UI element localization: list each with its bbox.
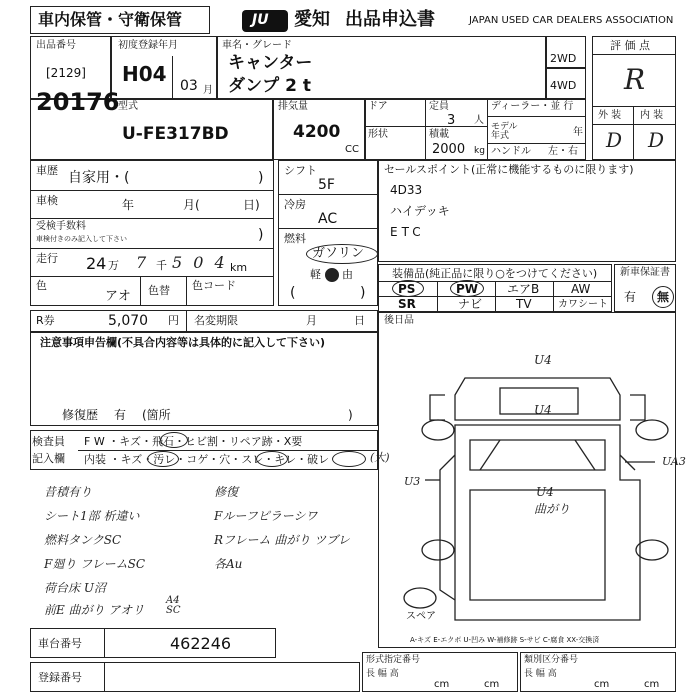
mileage-digits: 5 0 4 [172, 253, 228, 272]
score-label: 評 価 点 [610, 39, 650, 52]
equipment-navi: ナビ [458, 297, 483, 311]
inspector-interior-row: 内装 ・キズ・汚レ・コゲ・穴・スレ・キレ・破レ [84, 453, 330, 466]
inspection-month: 月( [183, 198, 200, 212]
reg-month-unit: 月 [203, 85, 213, 96]
mark-u4-roof: U4 [534, 403, 552, 417]
mark-dirt-circle [147, 451, 179, 467]
history-label: 車歴 [36, 164, 58, 177]
mark-scuff-circle [256, 451, 288, 467]
model-year-label: モデル 年式 [491, 122, 518, 141]
warranty-yes: 有 [624, 290, 637, 304]
mark-left: U3 [404, 475, 421, 488]
warranty-no: 無 [657, 290, 670, 304]
notes-label: 注意事項申告欄(不具合内容等は具体的に記入して下さい) [40, 336, 326, 349]
ju-logo-text: JU [252, 12, 269, 28]
capacity-unit: 人 [474, 115, 484, 126]
displacement-value: 4200 [293, 122, 341, 142]
spec-sub: 長 幅 高 [366, 669, 399, 679]
mileage-sen-unit: 千 [156, 259, 167, 272]
spec-cm-2: cm [484, 679, 500, 690]
lot-number: 20176 [36, 88, 120, 116]
fuel-diesel: 軽 [310, 268, 321, 281]
handwritten-note-2: シート1部 析違い [44, 509, 140, 523]
sales-points-label: セールスポイント(正常に機能するものに限ります) [384, 163, 634, 176]
tax-label: R券 [36, 314, 55, 327]
displacement-unit: CC [345, 144, 359, 155]
equipment-aw: AW [571, 282, 591, 296]
mark-u4-top: U4 [534, 353, 552, 367]
fuel-dot [325, 268, 339, 282]
inspector-label-2: 記入欄 [32, 452, 65, 465]
chassis-value: 462246 [170, 634, 232, 653]
inspection-label: 車検 [36, 194, 58, 207]
shape-label: 形状 [368, 129, 388, 140]
spec-cm-1: cm [434, 679, 450, 690]
equipment-leather: カワシート [558, 299, 608, 310]
mileage-man: 24 [86, 254, 107, 273]
class-sub: 長 幅 高 [524, 669, 557, 679]
model-label: 型式 [118, 101, 138, 112]
equipment-ps: PS [398, 282, 416, 296]
color-change-label: 色替 [148, 284, 170, 297]
receipt-label: 受検手数料 [36, 221, 86, 232]
color-label: 色 [36, 279, 47, 292]
handwritten-right-1: 修復 [214, 485, 239, 499]
repair-value: 有 [114, 408, 127, 422]
fuel-label: 燃料 [284, 232, 306, 245]
inspection-day: 日) [243, 198, 260, 212]
year-unit: 年 [573, 127, 583, 138]
sales-point-2: ハイデッキ [390, 204, 450, 218]
mileage-label: 走行 [36, 252, 58, 265]
spec-label: 形式指定番号 [366, 655, 421, 665]
capacity-label: 定員 [429, 101, 449, 112]
handwritten-note-1: 昔積有り [44, 485, 93, 499]
fuel-paren-close: ) [360, 285, 366, 301]
warranty-label: 新車保証書 [620, 267, 670, 278]
history-close: ) [258, 170, 264, 186]
mark-u4-bed: U4 [536, 485, 554, 499]
mileage-unit: km [230, 261, 248, 274]
load-value: 2000 [432, 142, 466, 157]
score-value: R [624, 63, 646, 96]
exterior-label: 外 装 [598, 110, 622, 121]
equipment-label: 装備品(純正品に限り○をつけてください) [392, 267, 598, 280]
handwritten-right-4: 各Au [214, 557, 243, 571]
dealer-label: ディーラー・並 行 [491, 101, 574, 112]
lot-sub-number: [2129] [46, 66, 86, 80]
capacity-value: 3 [447, 113, 456, 128]
damage-legend: A-キズ E-エクボ U-凹み W-補修跡 S-サビ C-腐食 XX-交換済 [410, 636, 600, 644]
mark-right: UA3 [662, 455, 686, 468]
shift-value: 5F [318, 177, 335, 193]
fuel-value: ガソリン [312, 246, 365, 261]
handle-label: ハンドル [491, 146, 531, 157]
class-cm-1: cm [594, 679, 610, 690]
expiry-month: 月 [306, 314, 317, 327]
model-value: U-FE317BD [122, 124, 229, 144]
inspector-fw-row: F W ・キズ・飛石・ヒビ割・リペア跡・X要 [84, 435, 303, 448]
mark-stone-circle [160, 432, 188, 448]
class-cm-2: cm [644, 679, 660, 690]
drive-4wd: 4WD [550, 79, 577, 92]
receipt-close: ) [258, 227, 264, 243]
drive-2wd: 2WD [550, 52, 577, 65]
equipment-pw-circle [450, 280, 484, 297]
handwritten-note-3: 燃料タンクSC [44, 533, 122, 547]
diagram-frame [378, 312, 676, 648]
chassis-label: 車台番号 [38, 637, 82, 650]
brand-name: 愛知 [294, 9, 330, 30]
ac-label: 冷房 [284, 198, 306, 211]
fuel-other: 由 [342, 268, 353, 281]
grade: ダンプ 2 t [228, 76, 311, 96]
expiry-day: 日 [354, 314, 365, 327]
rear-view-label: 後日品 [384, 315, 414, 326]
car-name-label: 車名・グレード [222, 40, 292, 51]
handle-options: 左・右 [548, 146, 578, 157]
interior-label: 内 装 [640, 110, 664, 121]
load-unit: kg [474, 146, 485, 156]
storage-title: 車内保管・守衛保管 [38, 10, 183, 29]
inspection-year: 年 [122, 198, 135, 212]
handwritten-note-6: 前E 曲がり アオリ [44, 603, 145, 617]
receipt-sub: 車検付きのみ記入して下さい [36, 235, 127, 243]
registration-label: 登録番号 [38, 671, 82, 684]
interior-value: D [648, 128, 665, 152]
repair-close: ) [348, 408, 353, 422]
handwritten-note-6-extra: A4 SC [166, 595, 181, 616]
sheet-title: 出品申込書 [345, 9, 435, 30]
equipment-airbag: エアB [507, 282, 540, 296]
mileage-man-unit: 万 [108, 259, 119, 272]
color-code-label: 色コード [192, 279, 236, 292]
color-value: アオ [105, 289, 131, 304]
equipment-tv: TV [516, 297, 532, 311]
association-name: JAPAN USED CAR DEALERS ASSOCIATION [469, 15, 674, 26]
shift-label: シフト [284, 164, 317, 177]
equipment-pw: PW [456, 282, 479, 296]
handwritten-note-5: 荷台床 U沼 [44, 581, 106, 595]
repair-label: 修復歴 [62, 408, 99, 422]
expiry-label: 名変期限 [194, 314, 238, 327]
mark-tear-circle [332, 451, 366, 467]
repair-location: (箇所 [142, 408, 171, 422]
handwritten-right-3: Rフレーム 曲がり ツブレ [214, 533, 350, 547]
load-label: 積載 [429, 129, 449, 140]
handwritten-right-2: Fルーフピラーシワ [214, 509, 318, 523]
fuel-paren-open: ( [290, 285, 296, 301]
displacement-label: 排気量 [278, 101, 308, 112]
mark-bend: 曲がり [534, 502, 571, 516]
tax-unit: 円 [168, 314, 179, 327]
handwritten-note-4: F廻り フレームSC [44, 557, 146, 571]
lot-label: 出品番号 [36, 40, 76, 51]
exterior-value: D [606, 128, 623, 152]
ac-value: AC [318, 211, 338, 227]
mileage-sen: 7 [136, 253, 147, 272]
door-label: ドア [368, 101, 388, 112]
class-label: 類別区分番号 [524, 655, 579, 665]
car-name: キャンター [228, 53, 313, 73]
sales-point-1: 4D33 [390, 183, 423, 197]
tax-amount: 5,070 [108, 313, 149, 329]
reg-label: 初度登録年月 [118, 40, 178, 51]
equipment-ps-circle [392, 280, 424, 297]
inspector-label-1: 検査員 [32, 435, 65, 448]
reg-era: H04 [122, 62, 167, 86]
spare-label: スペア [406, 611, 436, 622]
sales-point-3: ETC [390, 225, 425, 239]
equipment-sr: SR [398, 297, 416, 311]
reg-month: 03 [180, 78, 198, 94]
inspector-interior-suffix: (大) [370, 451, 390, 464]
history-value: 自家用・( [68, 170, 130, 186]
